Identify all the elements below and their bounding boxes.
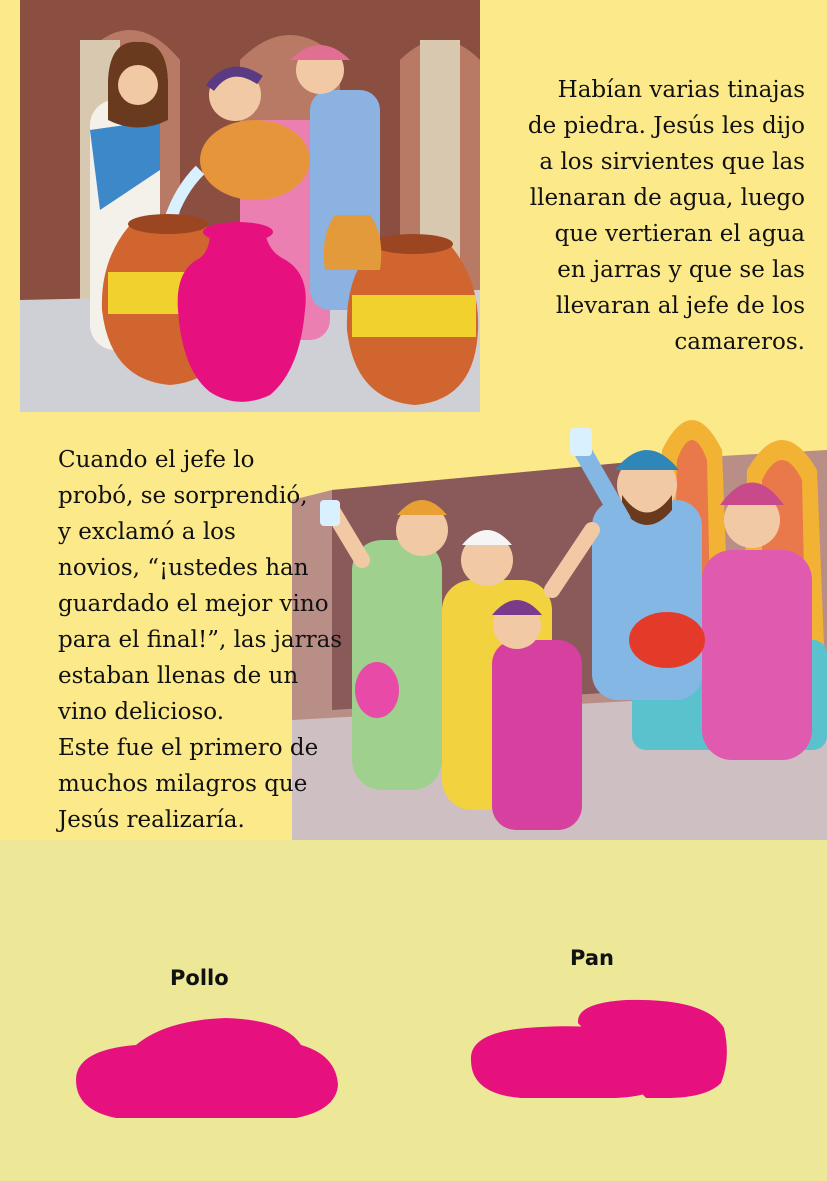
- food-label-pan: Pan: [570, 946, 614, 970]
- food-label-pollo: Pollo: [170, 966, 229, 990]
- pan-shape[interactable]: [466, 998, 731, 1103]
- story-paragraph-1: Habían varias tinajas de piedra. Jesús les dijo a los sirvientes que las llenaran de agua, luego que vertieran el agua en jarras y que se las llevaran al jefe de los camareros.: [527, 77, 805, 355]
- pollo-shape[interactable]: [66, 1010, 341, 1125]
- story-paragraph-2: Cuando el jefe lo probó, se sorprendió, y exclamó a los novios, “¡ustedes han guardado el mejor vino para el final!”, las jarras estaban llenas de un vino delicioso. Este fue el primero de muchos milagros que Jesús realizaría.: [58, 447, 343, 833]
- illustration-filling-jars: [20, 0, 480, 412]
- illustration-celebration: [292, 390, 827, 840]
